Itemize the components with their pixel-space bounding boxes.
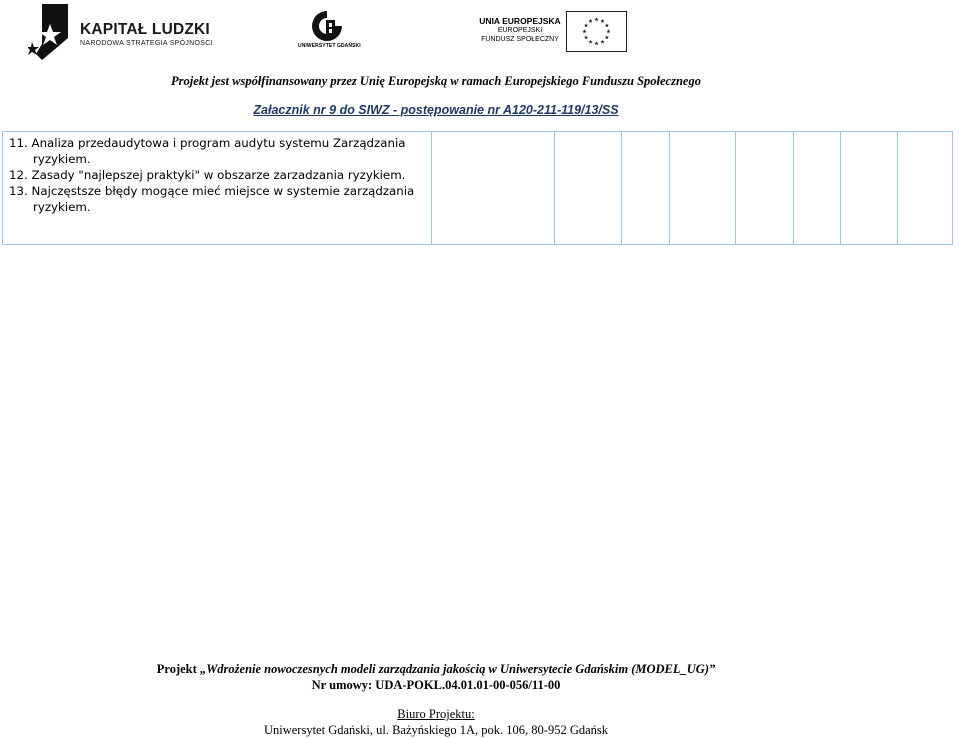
eu-logo	[478, 11, 628, 53]
footer-project-title: „Wdrożenie nowoczesnych modeli zarządzania jakością w Uniwersytecie Gdańskim (MODEL_UG)”	[199, 662, 716, 676]
footer-contract-number: Nr umowy: UDA-POKL.04.01.01-00-056/11-00	[311, 678, 561, 692]
column-divider	[431, 132, 432, 244]
column-divider	[793, 132, 794, 244]
footer-project	[0, 661, 872, 677]
column-divider	[554, 132, 555, 244]
column-divider	[669, 132, 670, 244]
footer-office-label: Biuro Projektu:	[397, 707, 475, 721]
kapital-ludzki-subtitle: NARODOWA STRATEGIA SPÓJNOŚCI	[80, 40, 213, 47]
topic-item: 13. Najczęstsze błędy mogące mieć miejsce w systemie zarządzania ryzykiem.	[9, 184, 415, 214]
cofinance-note: Projekt jest współfinansowany przez Unię Europejską w ramach Europejskiego Funduszu Społecznego	[171, 74, 701, 88]
kapital-ludzki-logo	[28, 4, 213, 60]
university-crest-icon	[311, 10, 343, 42]
university-caption: UNIWERSYTET GDAŃSKI	[298, 43, 361, 49]
page-footer	[0, 661, 872, 738]
attachment-title: Załacznik nr 9 do SIWZ - postępowanie nr A120-211-119/13/SS	[253, 103, 619, 117]
footer-project-prefix: Projekt	[156, 662, 200, 676]
university-logo	[298, 10, 361, 52]
column-divider	[621, 132, 622, 244]
topic-list	[9, 135, 429, 215]
training-table	[2, 131, 953, 245]
eu-flag-icon	[566, 11, 627, 52]
eu-logo-line2: EUROPEJSKI	[497, 27, 543, 34]
column-divider	[897, 132, 898, 244]
column-divider	[840, 132, 841, 244]
eu-logo-line1: UNIA EUROPEJSKA	[479, 16, 561, 26]
kapital-ludzki-title: KAPITAŁ LUDZKI	[80, 21, 210, 38]
topic-item: 12. Zasady "najlepszej praktyki" w obszarze zarzadzania ryzykiem.	[9, 168, 406, 182]
column-divider	[735, 132, 736, 244]
eu-logo-line3: FUNDUSZ SPOŁECZNY	[481, 36, 559, 43]
footer-office-address: Uniwersytet Gdański, ul. Bażyńskiego 1A, pok. 106, 80-952 Gdańsk	[263, 723, 609, 737]
topic-item: 11. Analiza przedaudytowa i program audytu systemu Zarządzania ryzykiem.	[9, 136, 406, 166]
kapital-ludzki-emblem-icon	[28, 4, 76, 60]
